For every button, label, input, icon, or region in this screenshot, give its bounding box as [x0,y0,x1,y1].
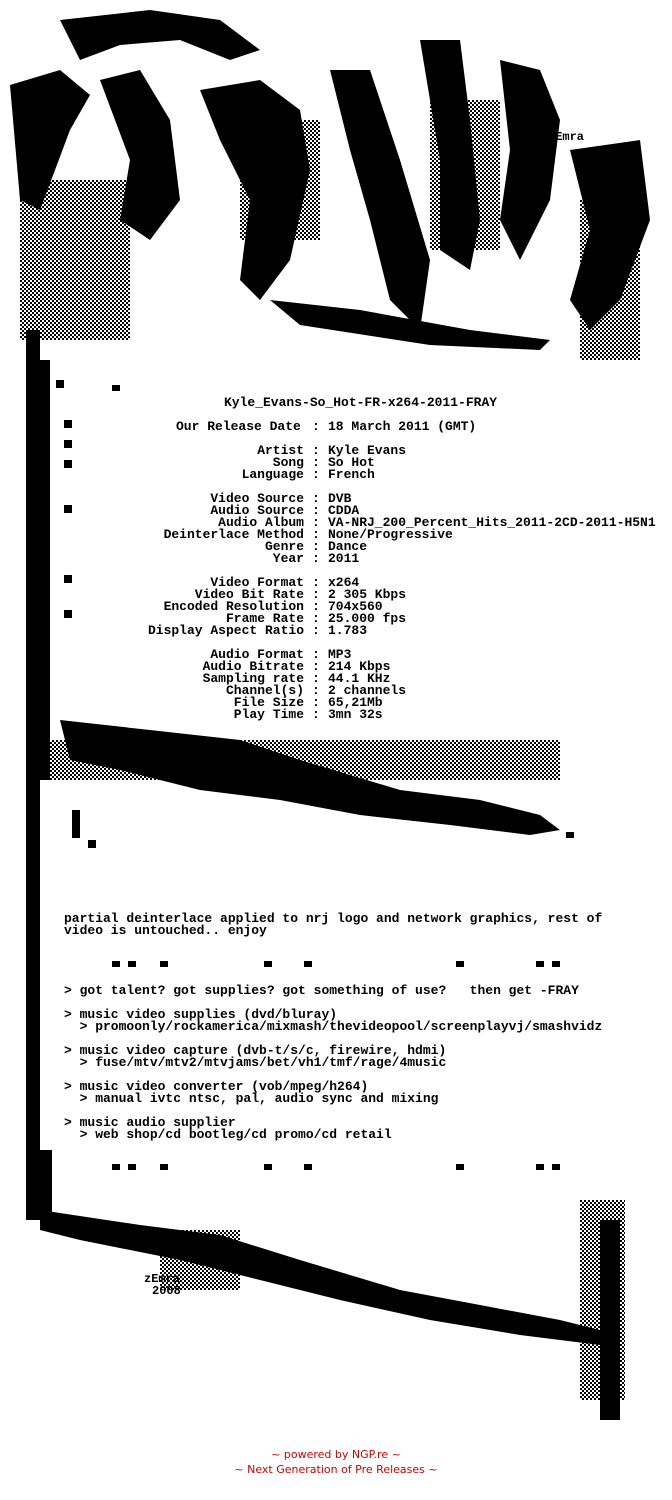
info-value: 1.783 [328,623,368,638]
info-label: Song [272,455,304,470]
info-value: x264 [328,575,360,590]
info-separator: : [312,695,320,710]
info-separator: : [312,611,320,626]
footer-powered-by: ~ powered by NGP.re ~ [271,1448,401,1461]
info-row [0,553,672,565]
info-label: Deinterlace Method [163,527,304,542]
info-label: Sampling rate [202,671,304,686]
info-separator: : [312,671,320,686]
info-separator: : [312,539,320,554]
info-value: VA-NRJ_200_Percent_Hits_2011-2CD-2011-H5N1 [328,515,656,530]
info-label: Audio Album [218,515,304,530]
info-value: 2 channels [328,683,407,698]
info-separator: : [312,587,320,602]
info-label: Video Source [210,491,304,506]
info-separator: : [312,647,320,662]
notes-line-1: partial deinterlace applied to nrj logo and network graphics, rest of [64,911,603,926]
release-date-row [0,421,672,433]
info-row [0,469,672,481]
info-separator: : [312,503,320,518]
info-separator: : [312,575,320,590]
info-value: MP3 [328,647,352,662]
ad-item-title: > music video supplies (dvd/bluray) [64,1007,338,1022]
info-value: 214 Kbps [328,659,391,674]
logo-signature: zEmra [548,130,585,144]
info-separator: : [312,515,320,530]
release-date-value: 18 March 2011 (GMT) [328,419,477,434]
info-label: Language [241,467,304,482]
bottom-signature-name: zEmra [144,1272,181,1286]
info-separator: : [312,443,320,458]
ad-item-detail: > fuse/mtv/mtv2/mtvjams/bet/vh1/tmf/rage/4music [64,1055,447,1070]
bottom-signature-year: 2008 [152,1284,181,1298]
info-value: 25.000 fps [328,611,407,626]
info-separator: : [312,623,320,638]
info-separator: : [312,707,320,722]
info-separator: : [312,467,320,482]
release-title: Kyle_Evans-So_Hot-FR-x264-2011-FRAY [224,395,498,410]
info-row [0,709,672,721]
info-label: Artist [257,443,304,458]
info-label: Display Aspect Ratio [147,623,304,638]
info-value: 65,21Mb [328,695,383,710]
ad-item-detail: > manual ivtc ntsc, pal, audio sync and mixing [64,1091,439,1106]
info-value: So Hot [328,455,375,470]
info-value: None/Progressive [328,527,453,542]
info-label: Audio Source [210,503,304,518]
info-value: CDDA [328,503,360,518]
info-value: Dance [328,539,368,554]
info-label: Encoded Resolution [163,599,304,614]
ad-item-detail: > web shop/cd bootleg/cd promo/cd retail [64,1127,392,1142]
ad-item-title: > music audio supplier [64,1115,236,1130]
info-value: 44.1 KHz [328,671,391,686]
info-label: Year [272,551,304,566]
info-separator: : [312,491,320,506]
info-value: DVB [328,491,352,506]
info-value: Kyle Evans [328,443,407,458]
info-label: File Size [233,695,304,710]
info-separator: : [312,527,320,542]
ad-item-title: > music video capture (dvb-t/s/c, firewire, hdmi) [64,1043,447,1058]
info-separator: : [312,659,320,674]
info-value: 2011 [328,551,360,566]
notes-line-2: video is untouched.. enjoy [64,923,267,938]
info-separator: : [312,599,320,614]
ad-item-detail: > promoonly/rockamerica/mixmash/thevideopool/screenplayvj/smashvidz [64,1019,603,1034]
info-label: Play Time [233,707,304,722]
info-value: 3mn 32s [328,707,383,722]
info-value: French [328,467,375,482]
release-date-label: Our Release Date [176,419,301,434]
info-label: Genre [264,539,304,554]
info-label: Channel(s) [225,683,304,698]
info-separator: : [312,551,320,566]
ad-item-title: > music video converter (vob/mpeg/h264) [64,1079,369,1094]
info-label: Frame Rate [225,611,304,626]
info-value: 2 305 Kbps [328,587,407,602]
info-separator: : [312,455,320,470]
footer-tagline: ~ Next Generation of Pre Releases ~ [234,1463,438,1476]
ads-headline: > got talent? got supplies? got something of use? then get -FRAY [64,983,579,998]
info-label: Audio Format [210,647,304,662]
release-date-separator: : [312,419,320,434]
info-label: Video Bit Rate [194,587,304,602]
info-row [0,625,672,637]
info-label: Audio Bitrate [202,659,304,674]
info-separator: : [312,683,320,698]
info-label: Video Format [210,575,304,590]
info-value: 704x560 [328,599,383,614]
